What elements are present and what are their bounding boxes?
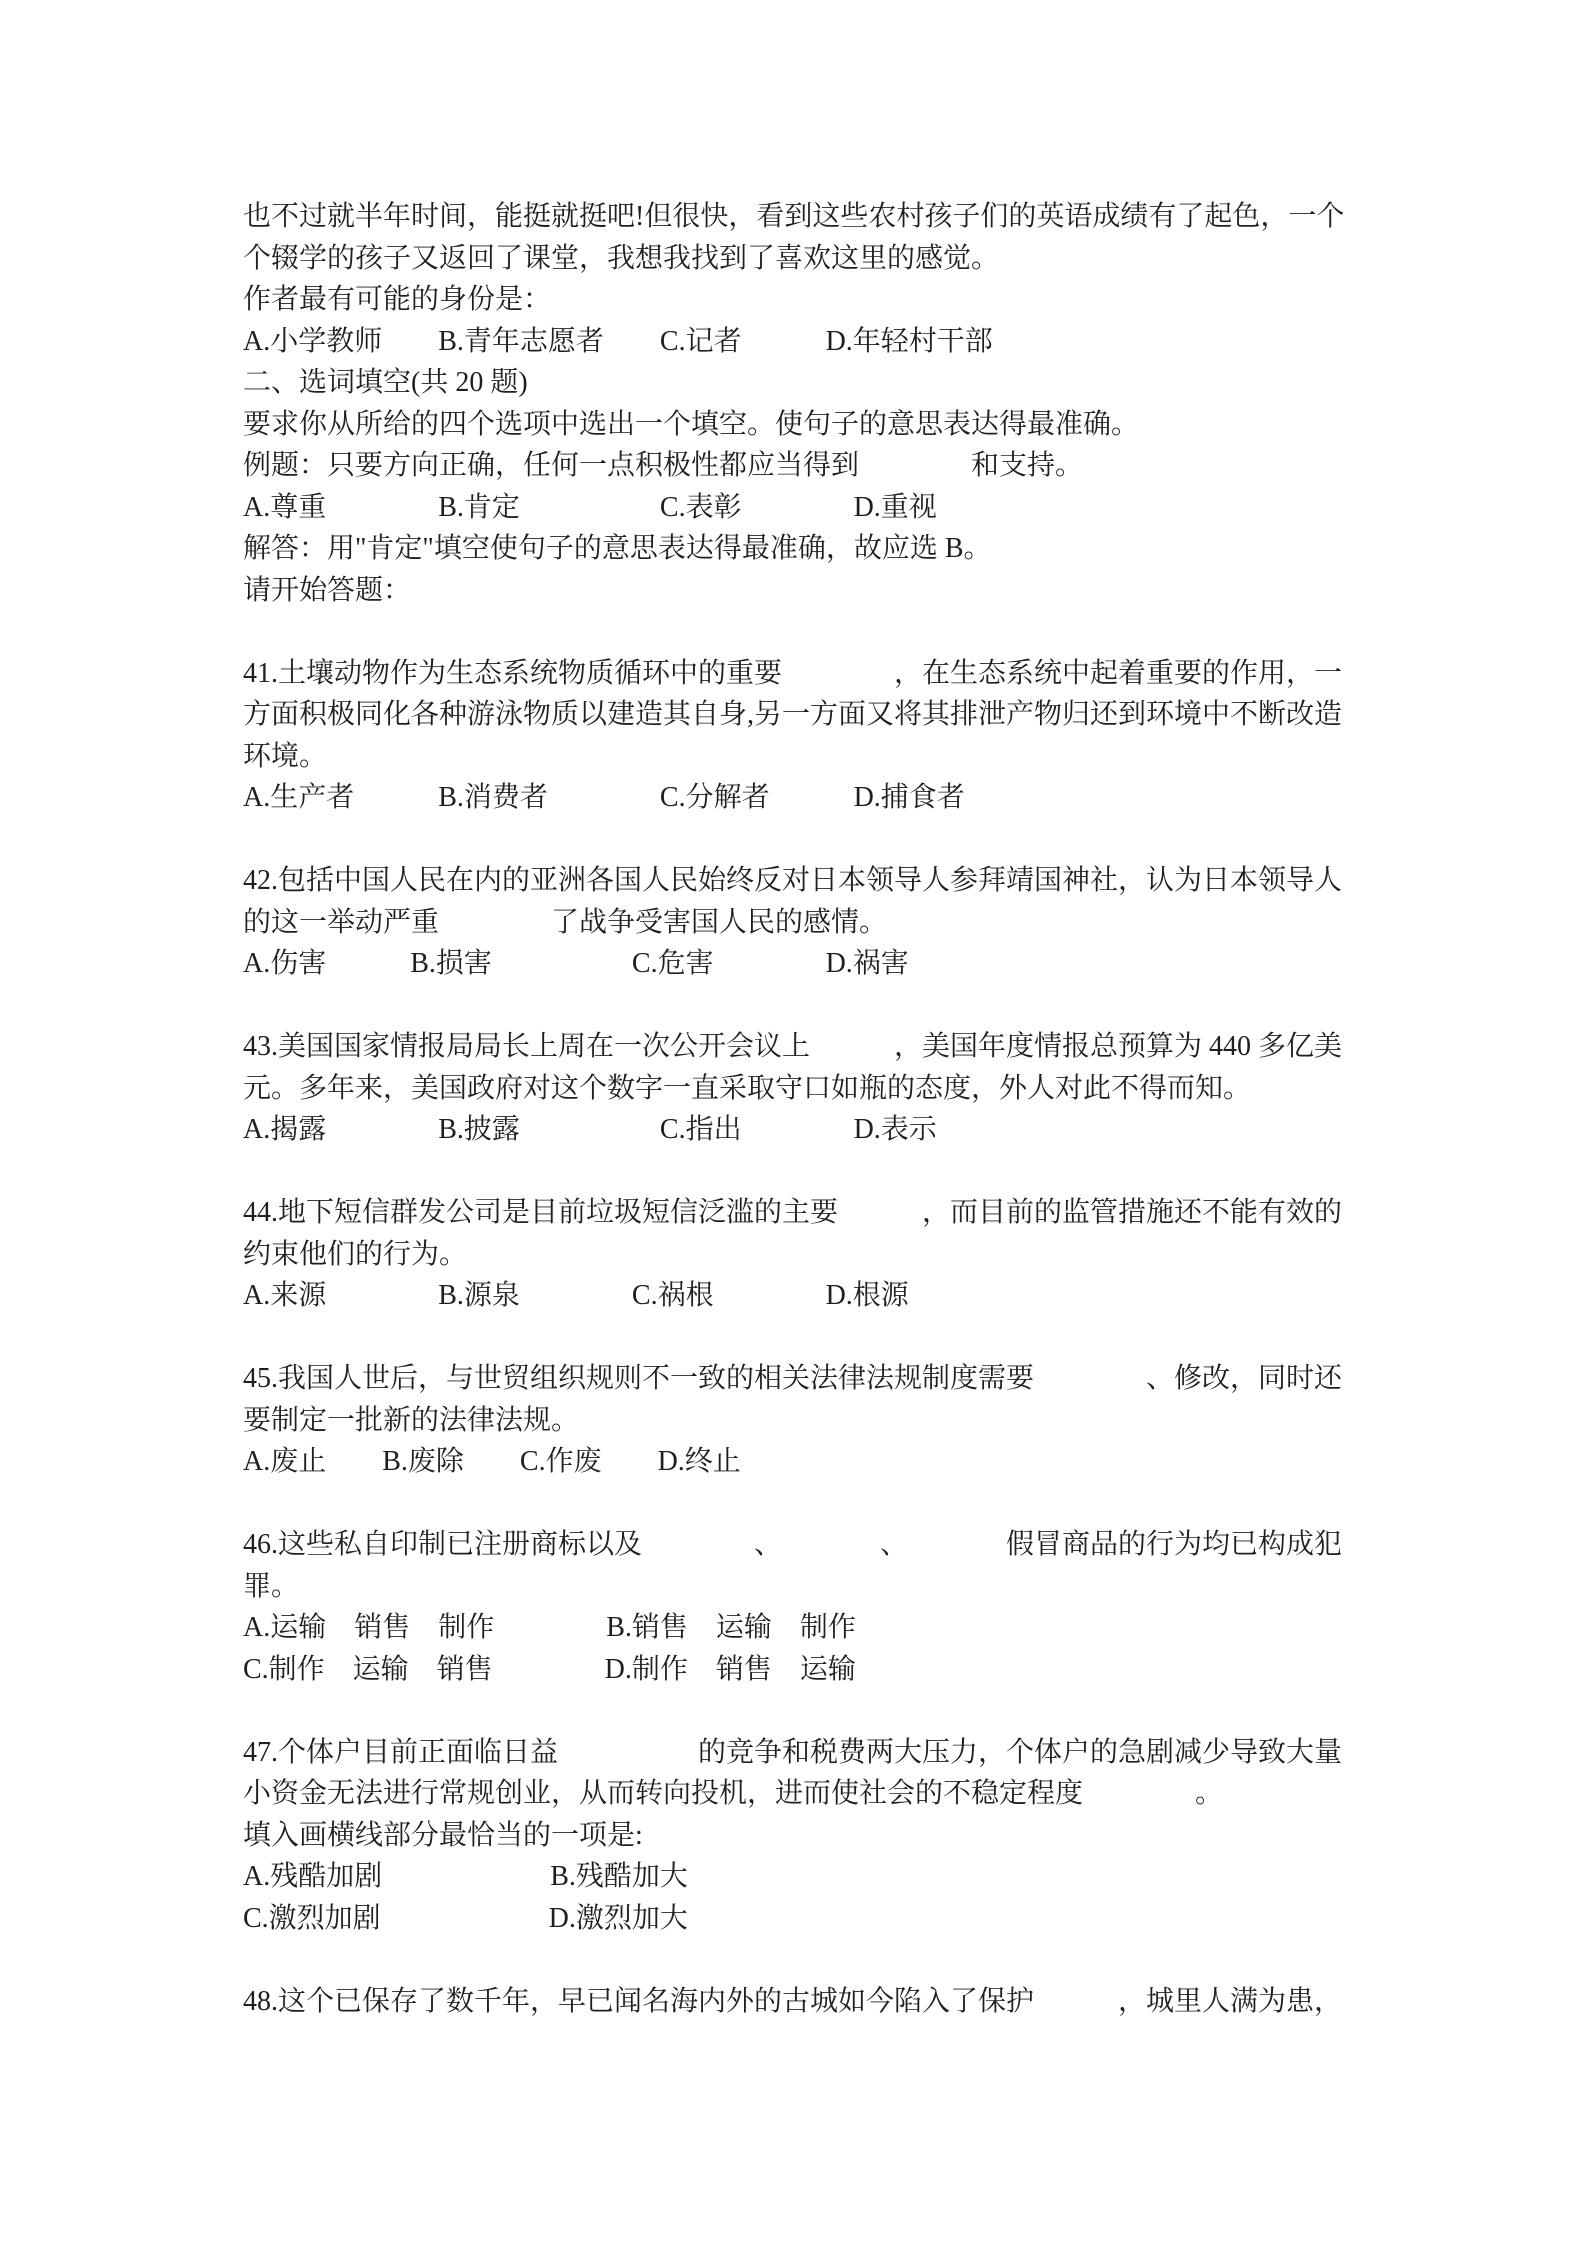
question-options-line: C.制作 运输 销售 D.制作 销售 运输: [243, 1653, 856, 1685]
question-stem-line: 小资金无法进行常规创业，从而转向投机，进而使社会的不稳定程度 。: [243, 1778, 1224, 1809]
question-stem-line: 罪。: [243, 1570, 300, 1602]
blank-line: [243, 1483, 1383, 1525]
blank-line: [243, 1151, 1383, 1193]
passage-line: 个辍学的孩子又返回了课堂，我想我找到了喜欢这里的感觉。: [243, 242, 1000, 274]
question-options-line: A.残酷加剧 B.残酷加大: [243, 1861, 688, 1892]
blank-line: [243, 985, 1383, 1027]
start-prompt-line: 请开始答题：: [243, 574, 412, 606]
question-stem-line: 44.地下短信群发公司是目前垃圾短信泛滥的主要 ，而目前的监管措施还不能有效的: [243, 1197, 1343, 1228]
question-options-line: C.激烈加剧 D.激烈加大: [243, 1902, 688, 1934]
question-stem-line: 43.美国国家情报局局长上周在一次公开会议上 ，美国年度情报总预算为 440 多亿美: [243, 1031, 1343, 1062]
section-heading: 二、选词填空(共 20 题): [243, 367, 528, 398]
passage-options-line: A.小学教师 B.青年志愿者 C.记者 D.年轻村干部: [243, 325, 993, 357]
blank-line: [243, 1317, 1383, 1359]
blank-line: [243, 819, 1383, 861]
question-stem-line: 45.我国人世后，与世贸组织规则不一致的相关法律法规制度需要 、修改，同时还: [243, 1363, 1343, 1394]
question-stem-line: 46.这些私自印制已注册商标以及 、 、 假冒商品的行为均已构成犯: [243, 1529, 1343, 1560]
question-stem-line: 42.包括中国人民在内的亚洲各国人民始终反对日本领导人参拜靖国神社，认为日本领导人: [243, 865, 1343, 896]
question-options-line: A.来源 B.源泉 C.祸根 D.根源: [243, 1280, 909, 1311]
example-stem-line: 例题：只要方向正确，任何一点积极性都应当得到 和支持。: [243, 450, 1084, 481]
question-stem-line: 的这一举动严重 了战争受害国人民的感情。: [243, 906, 888, 938]
question-block-47: [243, 1732, 1383, 1940]
question-options-line: A.伤害 B.损害 C.危害 D.祸害: [243, 948, 909, 979]
question-block-43: [243, 1026, 1383, 1151]
question-options-line: A.揭露 B.披露 C.指出 D.表示: [243, 1114, 937, 1145]
question-block-48: [243, 1981, 1383, 2023]
question-stem-line: 要制定一批新的法律法规。: [243, 1404, 580, 1436]
question-block-42: [243, 860, 1383, 985]
question-stem-line: 元。多年来，美国政府对这个数字一直采取守口如瓶的态度，外人对此不得而知。: [243, 1072, 1252, 1104]
question-options-line: A.废止 B.废除 C.作废 D.终止: [243, 1446, 741, 1477]
question-block-46: [243, 1524, 1383, 1690]
blank-line: [243, 1939, 1383, 1981]
question-options-line: A.运输 销售 制作 B.销售 运输 制作: [243, 1612, 856, 1643]
example-answer-line: 解答：用"肯定"填空使句子的意思表达得最准确，故应选 B。: [243, 533, 992, 564]
question-block-44: [243, 1192, 1383, 1317]
blank-line: [243, 611, 1383, 653]
question-stem-line: 48.这个已保存了数千年，早已闻名海内外的古城如今陷入了保护 ，城里人满为患，: [243, 1985, 1343, 2017]
question-options-line: A.生产者 B.消费者 C.分解者 D.捕食者: [243, 782, 965, 813]
question-stem-line: 约束他们的行为。: [243, 1238, 468, 1270]
question-stem-line: 47.个体户目前正面临日益 的竞争和税费两大压力，个体户的急剧减少导致大量: [243, 1736, 1343, 1768]
question-block-45: [243, 1358, 1383, 1483]
question-stem-line: 方面积极同化各种游泳物质以建造其自身,另一方面又将其排泄产物归还到环境中不断改造: [243, 699, 1343, 730]
blank-line: [243, 1690, 1383, 1732]
passage-line: 也不过就半年时间，能挺就挺吧!但很快，看到这些农村孩子们的英语成绩有了起色，一个: [243, 201, 1345, 232]
question-stem-line: 环境。: [243, 740, 328, 772]
question-stem-line: 41.土壤动物作为生态系统物质循环中的重要 ，在生态系统中起着重要的作用，一: [243, 657, 1343, 689]
example-options-line: A.尊重 B.肯定 C.表彰 D.重视: [243, 491, 937, 523]
question-stem-line: 填入画横线部分最恰当的一项是:: [243, 1819, 643, 1851]
passage-question-line: 作者最有可能的身份是：: [243, 284, 552, 315]
section-instructions: 要求你从所给的四个选项中选出一个填空。使句子的意思表达得最准确。: [243, 408, 1140, 440]
document-body: [243, 196, 1383, 2022]
question-block-41: [243, 653, 1383, 819]
